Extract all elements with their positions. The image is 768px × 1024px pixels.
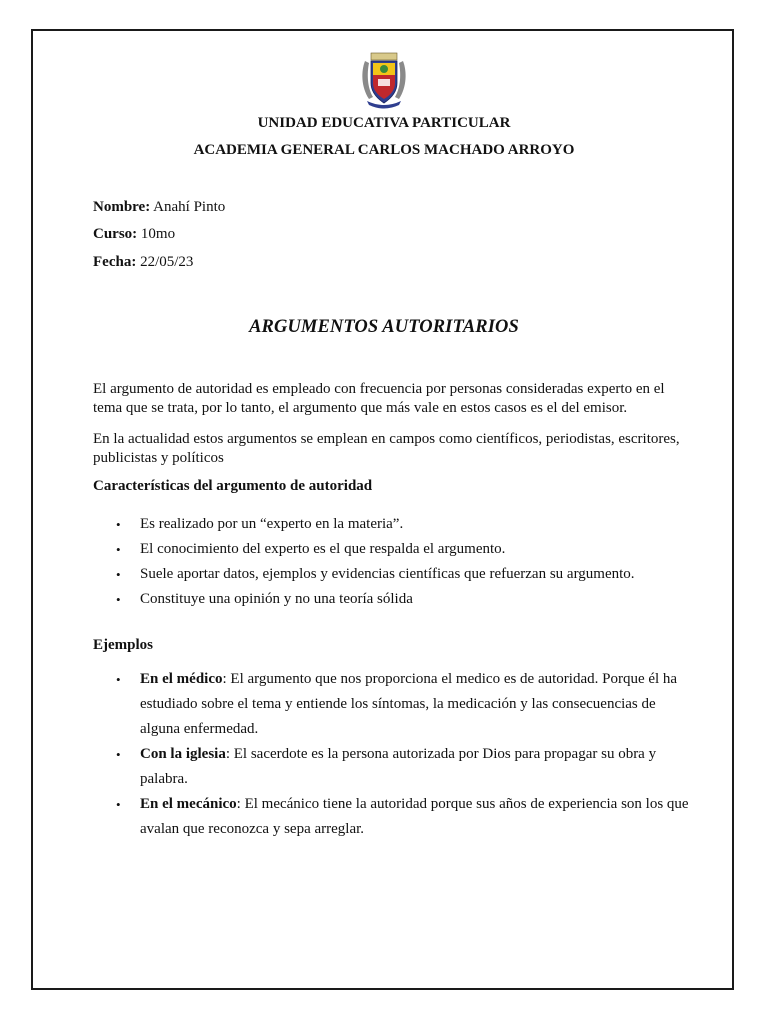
date-field bbox=[93, 254, 193, 271]
list-item bbox=[93, 742, 693, 792]
intro-paragraph: El argumento de autoridad es empleado con frecuencia por personas consideradas experto en el tema que se trata, por lo tanto, el argumento que más vale en estos casos es el del emisor. bbox=[93, 381, 665, 416]
list-item-text: Es realizado por un “experto en la materia”. bbox=[140, 516, 404, 532]
bullet-icon: • bbox=[116, 517, 121, 532]
document-title: ARGUMENTOS AUTORITARIOS bbox=[249, 317, 519, 337]
date-label: Fecha: bbox=[93, 254, 137, 270]
list-item bbox=[93, 565, 693, 590]
course-value: 10mo bbox=[140, 226, 176, 242]
school-name-line1: UNIDAD EDUCATIVA PARTICULAR bbox=[257, 115, 511, 131]
examples-list bbox=[93, 667, 693, 842]
examples-heading: Ejemplos bbox=[93, 637, 153, 653]
list-item bbox=[93, 590, 693, 615]
name-value: Anahí Pinto bbox=[153, 199, 226, 215]
course-label: Curso: bbox=[93, 226, 138, 242]
bullet-icon: • bbox=[116, 797, 121, 812]
page-frame bbox=[31, 29, 734, 990]
list-item bbox=[93, 515, 693, 540]
student-name-field bbox=[93, 199, 225, 216]
example-text: : El mecánico tiene la autoridad porque sus años de experiencia son los que avalan que reconozca y sepa arreglar. bbox=[140, 796, 689, 837]
school-crest-icon bbox=[359, 49, 409, 109]
context-paragraph: En la actualidad estos argumentos se emplean en campos como científicos, periodistas, escritores, publicistas y políticos bbox=[93, 431, 680, 466]
list-item-text: Suele aportar datos, ejemplos y evidencias científicas que refuerzan su argumento. bbox=[140, 566, 635, 582]
list-item-text: Constituye una opinión y no una teoría sólida bbox=[140, 591, 413, 607]
example-text: : El argumento que nos proporciona el medico es de autoridad. Porque él ha estudiado sobre el tema y entiende los síntomas, la medicación y las consecuencias de alguna enfermedad. bbox=[140, 671, 678, 737]
list-item bbox=[93, 667, 693, 742]
list-item bbox=[93, 792, 693, 842]
date-value: 22/05/23 bbox=[140, 254, 194, 270]
school-name-line2: ACADEMIA GENERAL CARLOS MACHADO ARROYO bbox=[193, 142, 575, 158]
characteristics-heading: Características del argumento de autoridad bbox=[93, 478, 373, 494]
bullet-icon: • bbox=[116, 672, 121, 687]
example-text: : El sacerdote es la persona autorizada por Dios para propagar su obra y palabra. bbox=[140, 746, 657, 787]
course-field bbox=[93, 226, 175, 243]
example-lead: Con la iglesia bbox=[140, 746, 226, 762]
example-lead: En el mecánico bbox=[140, 796, 237, 812]
list-item bbox=[93, 540, 693, 565]
name-label: Nombre: bbox=[93, 199, 151, 215]
bullet-icon: • bbox=[116, 592, 121, 607]
bullet-icon: • bbox=[116, 567, 121, 582]
characteristics-list bbox=[93, 515, 693, 615]
list-item-text: El conocimiento del experto es el que respalda el argumento. bbox=[140, 541, 506, 557]
example-lead: En el médico bbox=[140, 671, 223, 687]
bullet-icon: • bbox=[116, 542, 121, 557]
bullet-icon: • bbox=[116, 747, 121, 762]
